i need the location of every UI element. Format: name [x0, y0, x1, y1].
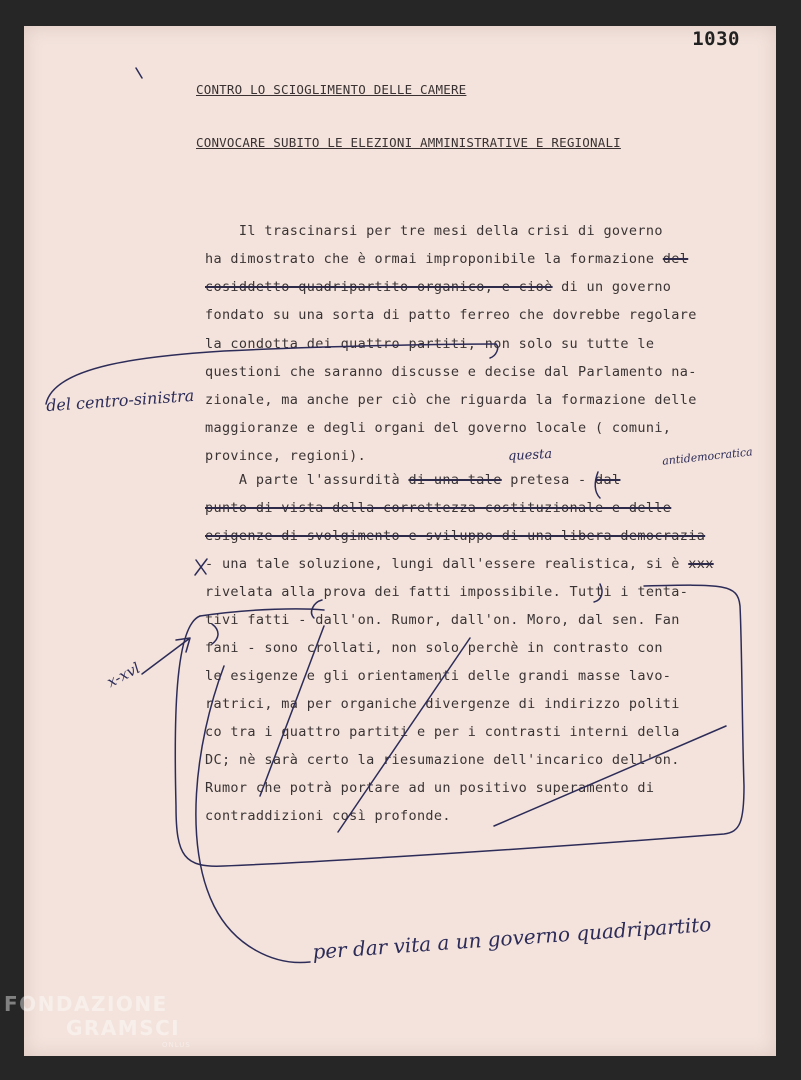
- text-line: questioni che saranno discusse e decise dal Parlamento na-: [205, 364, 697, 380]
- box-mark-top: [200, 609, 324, 616]
- tick-mark: [136, 68, 142, 78]
- text-line: zionale, ma anche per ciò che riguarda la formazione delle: [205, 392, 697, 408]
- strike-line: [260, 626, 324, 796]
- side-mark-handwriting: x-xvl: [103, 658, 144, 692]
- text-line: - una tale soluzione, lungi dall'essere realistica, si è xxx: [205, 556, 714, 572]
- text-line: tivi fatti - dall'on. Rumor, dall'on. Moro, dal sen. Fan: [205, 612, 680, 628]
- text-line-struck: esigenze di svolgimento e sviluppo di una libera democrazia: [205, 528, 706, 544]
- title-line-2: CONVOCARE SUBITO LE ELEZIONI AMMINISTRATIVE E REGIONALI: [196, 135, 621, 150]
- watermark-logo: FONDAZIONE GRAMSCI ONLUS: [4, 992, 191, 1049]
- strike-line: [494, 726, 726, 826]
- text-line: cosiddetto quadripartito organico, e cioè di un governo: [205, 279, 672, 295]
- text-line: rivelata alla prova dei fatti impossibile. Tutti i tenta-: [205, 584, 689, 600]
- box-mark: [175, 585, 744, 866]
- margin-note-handwriting: del centro-sinistra: [45, 385, 195, 416]
- cross-mark: [195, 559, 207, 575]
- insertion-handwriting: questa: [507, 446, 553, 465]
- text-line: province, regioni).: [205, 448, 367, 464]
- bracket-mark: [594, 584, 602, 602]
- text-line: ratrici, ma per organiche divergenze di indirizzo politi: [205, 696, 680, 712]
- strike-line: [338, 638, 470, 832]
- text-line: la condotta dei quattro partiti, non solo su tutte le: [205, 336, 655, 352]
- text-line: DC; nè sarà certo la riesumazione dell'incarico dell'on.: [205, 752, 680, 768]
- page-number: 1030: [692, 28, 740, 50]
- bracket-mark: [212, 624, 218, 644]
- text-line: fani - sono crollati, non solo perchè in contrasto con: [205, 640, 663, 656]
- text-line: Il trascinarsi per tre mesi della crisi di governo: [205, 223, 663, 239]
- text-line-struck: punto di vista della correttezza costituzionale e delle: [205, 500, 672, 516]
- text-line: A parte l'assurdità di una tale pretesa - dal: [205, 472, 621, 488]
- bottom-note-handwriting: per dar vita a un governo quadripartito: [311, 912, 712, 964]
- text-line: Rumor che potrà portare ad un positivo superamento di: [205, 780, 655, 796]
- text-line: contraddizioni così profonde.: [205, 808, 451, 824]
- title-line-1: CONTRO LO SCIOGLIMENTO DELLE CAMERE: [196, 82, 467, 97]
- document-page: [24, 26, 776, 1056]
- text-line: fondato su una sorta di patto ferreo che dovrebbe regolare: [205, 307, 697, 323]
- text-line: le esigenze e gli orientamenti delle grandi masse lavo-: [205, 668, 672, 684]
- pen-marks: [24, 26, 776, 1056]
- insertion-curve: [46, 344, 496, 404]
- bracket-mark: [595, 472, 600, 498]
- arrow-mark: [142, 638, 190, 674]
- text-line: co tra i quattro partiti e per i contrasti interni della: [205, 724, 680, 740]
- text-line: ha dimostrato che è ormai improponibile la formazione del: [205, 251, 689, 267]
- insertion-hook: [490, 344, 498, 358]
- text-line: maggioranze e degli organi del governo locale ( comuni,: [205, 420, 672, 436]
- insertion-handwriting: antidemocratica: [661, 445, 754, 468]
